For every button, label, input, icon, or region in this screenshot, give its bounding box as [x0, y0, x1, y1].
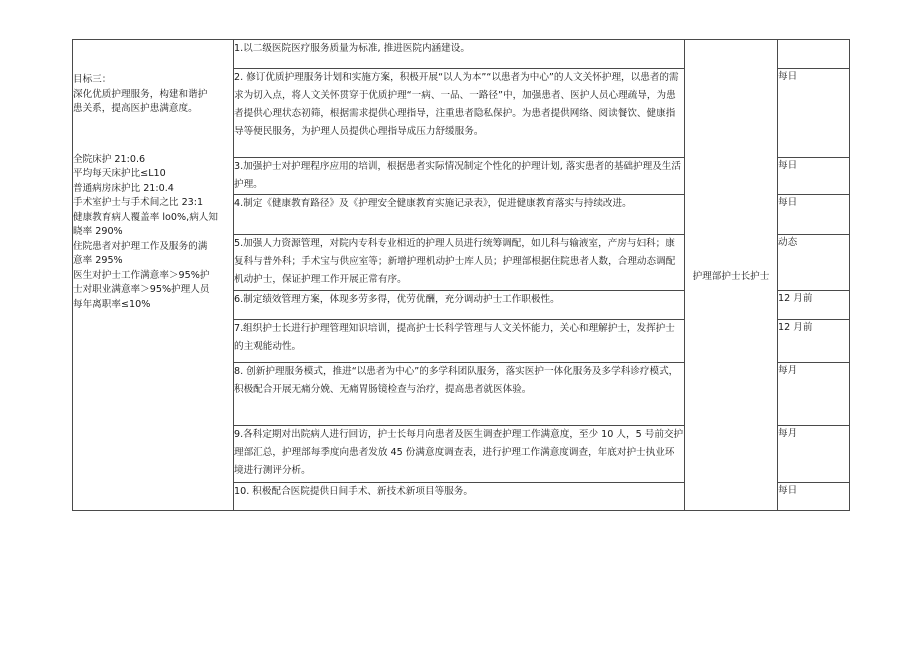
task-cell: 1.以二级医院医疗服务质量为标准, 推进医院内涵建设。 — [234, 40, 685, 69]
time-cell: 12 月前 — [778, 291, 850, 320]
goal-heading: 目标三： — [73, 74, 112, 85]
task-cell: 2. 修订优质护理服务计划和实施方案，积极开展“以人为本”“以患者为中心”的人文关怀护理，以患者的需求为切入点，将人文关怀贯穿于优质护理“一病、一品、一路径”中，加强患者、医护人员心理疏导，为患者提供心理状态初筛，根据需求提供心理指导，注重患者隐私保护。为患者提供网络、阅读餐饮、健康指导等便民服务，为护理人员提供心理指导成压力舒缓服务。 — [234, 69, 685, 158]
task-cell: 8. 创新护理服务模式，推进“以患者为中心”的多学科团队服务，落实医护一体化服务及多学科诊疗模式，积极配合开展无痛分娩、无痛胃肠镜检查与治疗，提高患者就医体验。 — [234, 363, 685, 426]
time-cell: 动态 — [778, 235, 850, 291]
responsible-cell: 护理部护士长护士 — [685, 40, 778, 511]
time-cell: 每日 — [778, 483, 850, 511]
time-cell: 每日 — [778, 195, 850, 235]
time-cell: 12 月前 — [778, 320, 850, 363]
goal-metric-line: 平均每天床护比≤L10 — [73, 168, 166, 179]
goal-metric-line: 每年离职率≤10% — [73, 298, 151, 310]
goal-metric-line: 意率 295% — [73, 255, 123, 266]
task-cell: 5.加强人力资源管理，对院内专科专业相近的护理人员进行统筹调配，如儿科与输液室，产房与妇科；康复科与普外科；手术宝与供应室等；新增护理机动护士库人员；护理部根据住院患者人数，合理动态调配机动护士，保证护理工作开展正常有序。 — [234, 235, 685, 291]
time-cell — [778, 40, 850, 69]
task-cell: 6.制定绩效管理方案，体现多劳多得，优劳优酬，充分调动护士工作职极性。 — [234, 291, 685, 320]
goal-description — [73, 40, 233, 117]
goal-description-line: 深化优质护理服务，构建和谐护 — [73, 88, 208, 100]
goal-cell — [73, 40, 234, 511]
goal-metric-line: 普通病房床护比 21:0.4 — [73, 182, 174, 194]
nursing-plan-table — [72, 39, 850, 511]
task-cell: 7.组织护士长进行护理管理知识培训，提高护士长科学管理与人文关怀能力，关心和理解护士，发挥护士的主观能动性。 — [234, 320, 685, 363]
task-cell: 10. 积极配合医院提供日间手术、新技术新项目等服务。 — [234, 483, 685, 511]
goal-metric-line: 手术室护士与手术间之比 23:1 — [73, 197, 204, 208]
goal-metric-line: 住院患者对护理工作及服务的满 — [73, 240, 208, 252]
task-cell: 9.各科定期对出院病人进行回访，护士长每月向患者及医生调查护理工作满意度，至少 10 人，5 号前交护理部汇总，护理部每季度向患者发放 45 份满意度调查表，进行护理工作满意度调查，年底对护士执业环境进行测评分析。 — [234, 426, 685, 483]
time-cell: 每日 — [778, 69, 850, 158]
goal-metric-line: 士对职业满意率＞95%护理人员 — [73, 284, 210, 295]
time-cell: 每日 — [778, 158, 850, 195]
task-cell: 3.加强护士对护理程序应用的培训，根据患者实际情况制定个性化的护理计划, 落实患者的基础护理及生活护理。 — [234, 158, 685, 195]
goal-metrics — [73, 117, 233, 313]
goal-description-line: 患关系，提高医护患满意度。 — [73, 103, 198, 114]
goal-metric-line: 全院床护 21:0.6 — [73, 153, 146, 165]
task-cell: 4.制定《健康教育路径》及《护理安全健康教育实施记录表》，促进健康教育落实与持续改进。 — [234, 195, 685, 235]
goal-metric-line: 晓率 290% — [73, 226, 123, 237]
time-cell: 每月 — [778, 363, 850, 426]
goal-metric-line: 健康教育病人覆盖率 lo0%,病人知 — [73, 211, 218, 223]
time-cell: 每月 — [778, 426, 850, 483]
goal-metric-line: 医生对护士工作满意率＞95%护 — [73, 269, 210, 281]
table-row — [73, 40, 850, 69]
